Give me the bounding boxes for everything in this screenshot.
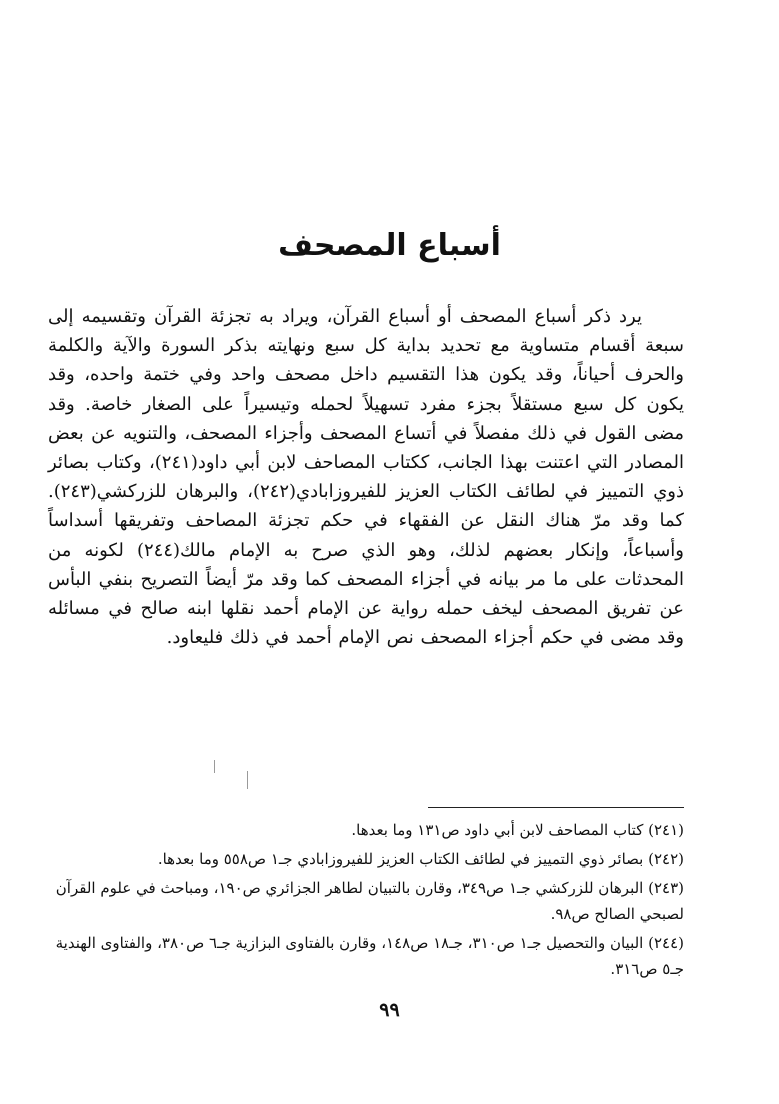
- scan-mark: [247, 771, 248, 789]
- footnote-242: (٢٤٢) بصائر ذوي التمييز في لطائف الكتاب العزيز للفيروزابادي جـ١ ص٥٥٨ وما بعدها.: [157, 850, 684, 868]
- scan-mark: [214, 760, 215, 773]
- main-text: [48, 302, 684, 652]
- footnotes-section: [48, 817, 684, 985]
- footnote-244: (٢٤٤) البيان والتحصيل جـ١ ص٣١٠، جـ١٨ ص١٤٨، وقارن بالفتاوى البزازية جـ٦ ص٣٨٠، والفتاوى الهندية جـ٥ ص٣١٦.: [55, 934, 684, 978]
- body-paragraph: يرد ذكر أسباع المصحف أو أسباع القرآن، ويراد به تجزئة القرآن وتقسيمه إلى سبعة أقسام متساوية مع تحديد بداية كل سبع ونهايته بذكر السورة والآية والكلمة والحرف أحياناً، وقد يكون هذا التقسيم داخل مصحف واحد وفي ختمة واحده، وقد يكون كل سبع مستقلاً بجزء مفرد تسهيلاً لحمله وتيسيراً على الصغار خاصة. وقد مضى القول في ذلك مفصلاً في أتساع المصحف وأجزاء المصحف، والتنويه عن بعض المصادر التي اعتنت بهذا الجانب، ككتاب المصاحف لابن أبي داود(٢٤١)، وكتاب بصائر ذوي التمييز في لطائف الكتاب العزيز للفيروزابادي(٢٤٢)، والبرهان للزركشي(٢٤٣). كما وقد مرّ هناك النقل عن الفقهاء في حكم تجزئة المصاحف وتفريقها أسداساً وأسباعاً، وإنكار بعضهم لذلك، وهو الذي صرح به الإمام مالك(٢٤٤) لكونه من المحدثات على ما مر بيانه في أجزاء المصحف كما وقد مرّ أيضاً التصريح بنفي البأس عن تفريق المصحف ليخف حمله رواية عن الإمام أحمد نقلها ابنه صالح في مسائله وقد مضى في حكم أجزاء المصحف نص الإمام أحمد في ذلك فليعاود.: [48, 306, 684, 649]
- footnote-separator: [428, 807, 684, 808]
- footnote-243: (٢٤٣) البرهان للزركشي جـ١ ص٣٤٩، وقارن بالتبيان لطاهر الجزائري ص١٩٠، ومباحث في علوم القرآن لصبحي الصالح ص٩٨.: [55, 879, 684, 923]
- footnote-241: (٢٤١) كتاب المصاحف لابن أبي داود ص١٣١ وما بعدها.: [351, 821, 684, 839]
- chapter-title: أسباع المصحف: [278, 228, 501, 264]
- page-number: ٩٩: [379, 999, 400, 1021]
